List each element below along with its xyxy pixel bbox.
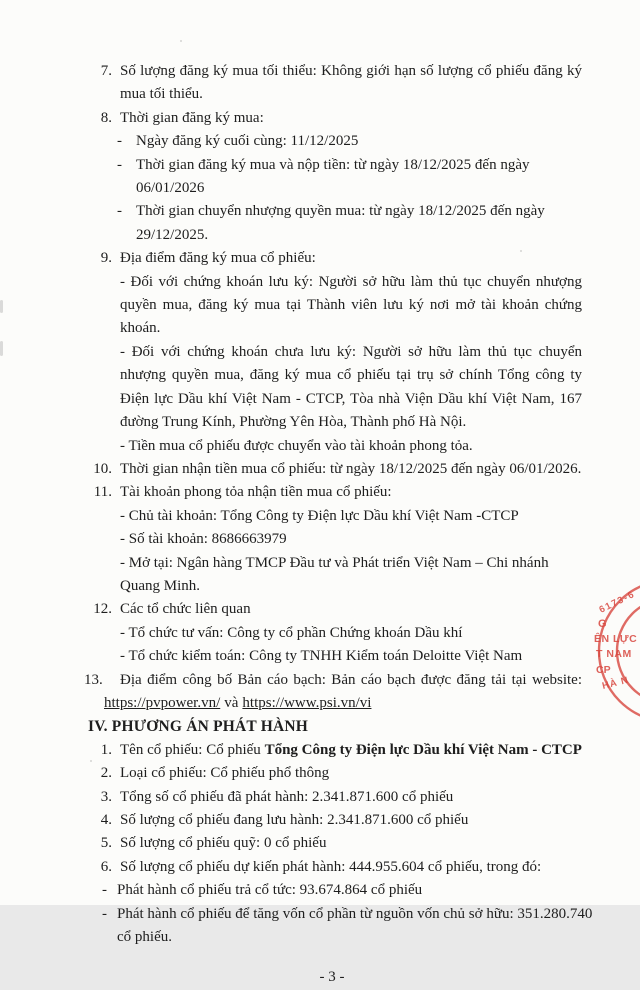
sub-paragraph: - Số tài khoản: 8686663979 xyxy=(120,531,287,548)
sub-item xyxy=(0,879,640,902)
list-number: 9. xyxy=(100,250,112,267)
list-item-text: Thời gian nhận tiền mua cổ phiếu: từ ngày 18/12/2025 đến ngày 06/01/2026. xyxy=(120,460,582,477)
dash-bullet: - xyxy=(117,203,122,220)
sub-item-text: Thời gian chuyển nhượng quyền mua: từ ngày 18/12/2025 đến ngày 29/12/2025. xyxy=(136,203,545,243)
link-separator: và xyxy=(224,694,239,711)
seal-text-fragment-3: T NAM xyxy=(596,648,632,660)
list-item-text: Tên cổ phiếu: Cổ phiếu xyxy=(120,741,265,758)
sub-paragraph: - Đối với chứng khoán chưa lưu ký: Người sở hữu làm thủ tục chuyển nhượng quyền mua, đăng ký mua cổ phiếu tại trụ sở chính Tổng công ty Điện lực Dầu khí Việt Nam - CTCP, Tòa nhà Viện Dầu khí Việt Nam, 167 đường Trung Kính, Phường Yên Hòa, Thành phố Hà Nội. xyxy=(120,343,582,431)
sub-item-text: Thời gian đăng ký mua và nộp tiền: từ ngày 18/12/2025 đến ngày 06/01/2026 xyxy=(136,156,530,197)
list-item-text: Số lượng cổ phiếu quỹ: 0 cổ phiếu xyxy=(120,835,327,852)
sub-item xyxy=(0,200,640,247)
sub-item xyxy=(0,130,640,153)
dash-bullet: - xyxy=(117,133,122,150)
list-item-9 xyxy=(0,247,640,270)
list-item-text: Số lượng cổ phiếu dự kiến phát hành: 444.955.604 cổ phiếu, trong đó: xyxy=(120,858,542,875)
page-number: - 3 - xyxy=(319,969,345,986)
list-item-iv-5 xyxy=(0,832,640,855)
list-number: 3. xyxy=(100,788,112,805)
website-links xyxy=(0,692,640,715)
list-item-text: Số lượng đăng ký mua tối thiểu: Không giới hạn số lượng cổ phiếu đăng ký mua tối thiểu. xyxy=(120,63,582,103)
sub-paragraph: - Mở tại: Ngân hàng TMCP Đầu tư và Phát triển Việt Nam – Chi nhánh Quang Minh. xyxy=(120,554,549,594)
list-number: 13. xyxy=(84,671,103,688)
list-item-text: Tổng số cổ phiếu đã phát hành: 2.341.871.600 cổ phiếu xyxy=(120,788,454,805)
list-item-iv-1 xyxy=(0,739,640,762)
scan-speck xyxy=(180,40,182,42)
list-number: 8. xyxy=(100,109,112,126)
dash-bullet: - xyxy=(102,882,107,899)
list-item-iv-6 xyxy=(0,856,640,879)
list-number: 2. xyxy=(100,765,112,782)
sub-item-text: Phát hành cổ phiếu để tăng vốn cổ phần từ nguồn vốn chủ sở hữu: 351.280.740 cổ phiếu. xyxy=(117,905,593,946)
sub-item xyxy=(0,903,640,950)
list-item-text: Loại cổ phiếu: Cổ phiếu phổ thông xyxy=(120,765,330,782)
pvpower-link[interactable]: https://pvpower.vn/ xyxy=(104,694,221,711)
sub-item-text: Phát hành cổ phiếu trả cổ tức: 93.674.864 cổ phiếu xyxy=(117,882,423,899)
document-body xyxy=(0,60,640,990)
seal-text-fragment-1: G xyxy=(598,618,607,630)
section-heading: IV. PHƯƠNG ÁN PHÁT HÀNH xyxy=(88,718,309,736)
list-item-11 xyxy=(0,481,640,504)
list-item-iv-2 xyxy=(0,762,640,785)
list-number: 5. xyxy=(100,835,112,852)
list-number: 6. xyxy=(100,858,112,875)
sub-paragraph: - Tiền mua cổ phiếu được chuyển vào tài khoản phong tỏa. xyxy=(120,437,473,454)
list-item-text: Địa điểm công bố Bản cáo bạch: Bản cáo bạch được đăng tải tại website: xyxy=(120,671,582,688)
list-item-7 xyxy=(0,60,640,107)
list-number: 1. xyxy=(100,741,112,758)
seal-arc-digits: 6173-6 xyxy=(597,588,638,616)
list-item-iv-3 xyxy=(0,786,640,809)
list-item-12 xyxy=(0,598,640,621)
sub-paragraph: - Đối với chứng khoán lưu ký: Người sở hữu làm thủ tục chuyển nhượng quyền mua, đăng ký mua tại Thành viên lưu ký nơi mở tài khoản chứng khoán. xyxy=(120,273,582,337)
list-number: 7. xyxy=(100,63,112,79)
list-item-13 xyxy=(0,669,640,692)
list-item-text: Thời gian đăng ký mua: xyxy=(120,109,264,126)
list-item-text: Tài khoản phong tỏa nhận tiền mua cổ phiếu: xyxy=(120,484,392,501)
seal-text-fragment-2: ÊN LỰC xyxy=(594,633,638,645)
sub-paragraph: - Chủ tài khoản: Tổng Công ty Điện lực Dầu khí Việt Nam -CTCP xyxy=(120,507,519,524)
seal-text-fragment-4: CP xyxy=(596,664,611,676)
list-number: 12. xyxy=(93,601,112,618)
sub-paragraph: - Tổ chức kiểm toán: Công ty TNHH Kiểm toán Deloitte Việt Nam xyxy=(120,648,523,665)
list-item-text: Các tổ chức liên quan xyxy=(120,601,251,618)
sub-item-text: Ngày đăng ký cuối cùng: 11/12/2025 xyxy=(136,133,359,150)
list-item-iv-4 xyxy=(0,809,640,832)
list-number: 11. xyxy=(93,484,112,501)
psi-link[interactable]: https://www.psi.vn/vi xyxy=(242,694,372,711)
list-item-8 xyxy=(0,107,640,130)
list-number: 4. xyxy=(100,812,112,828)
list-item-10 xyxy=(0,458,640,481)
seal-bottom-arc-text: HÀ N xyxy=(601,674,631,692)
list-number: 10. xyxy=(93,460,112,477)
sub-item xyxy=(0,154,640,201)
dash-bullet: - xyxy=(117,156,122,173)
company-name: Tổng Công ty Điện lực Dầu khí Việt Nam - CTCP xyxy=(264,741,582,758)
list-item-text: Số lượng cổ phiếu đang lưu hành: 2.341.871.600 cổ phiếu xyxy=(120,812,469,828)
dash-bullet: - xyxy=(102,905,107,922)
list-item-text: Địa điểm đăng ký mua cổ phiếu: xyxy=(120,250,316,267)
sub-paragraph: - Tổ chức tư vấn: Công ty cổ phần Chứng khoán Dầu khí xyxy=(120,624,463,641)
